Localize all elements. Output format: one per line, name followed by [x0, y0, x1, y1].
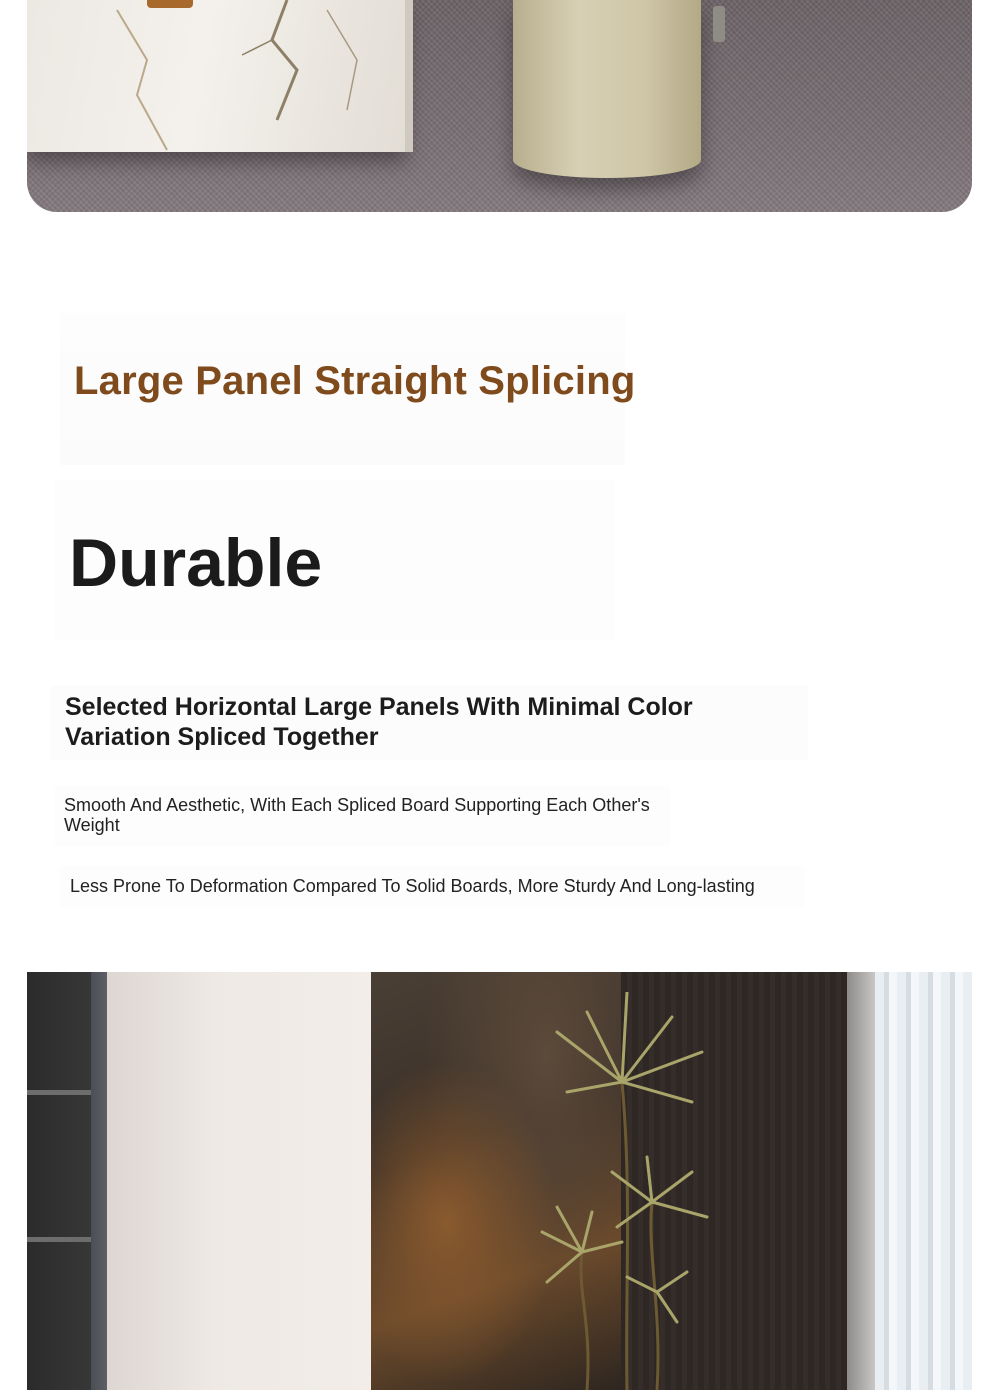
- window-frame: [847, 972, 875, 1390]
- marble-veins: [27, 0, 407, 152]
- section-heading: Large Panel Straight Splicing: [74, 359, 636, 403]
- feature-point-2: Less Prone To Deformation Compared To Solid Boards, More Sturdy And Long-lasting: [70, 876, 755, 896]
- subheading-card: [50, 686, 808, 760]
- feature-card: [55, 480, 615, 640]
- dark-shelf: [27, 972, 107, 1390]
- feature-point-1: Smooth And Aesthetic, With Each Spliced Board Supporting Each Other's Weight: [64, 795, 650, 835]
- heading-card: [60, 313, 636, 465]
- marble-side-table: [27, 0, 407, 152]
- point-card-2: [60, 866, 805, 908]
- feature-subheading: Selected Horizontal Large Panels With Minimal Color Variation Spliced Together: [65, 693, 693, 751]
- feature-title: Durable: [69, 525, 323, 601]
- top-product-photo: [27, 0, 972, 212]
- point-card-1: [55, 786, 670, 846]
- plant-icon: [497, 992, 737, 1390]
- pouf-tab: [713, 6, 725, 42]
- bottom-interior-photo: [27, 972, 972, 1390]
- light-wall-panel: [107, 972, 375, 1390]
- sheer-curtain: [875, 972, 972, 1390]
- round-pouf: [513, 0, 701, 178]
